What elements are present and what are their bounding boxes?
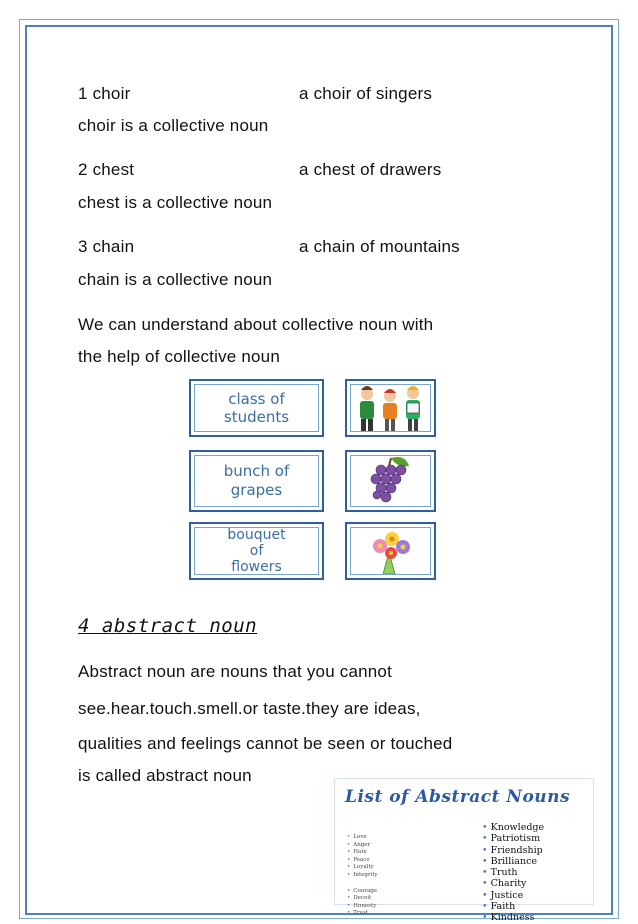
grapes-illustration bbox=[347, 452, 434, 510]
list-item: • Charity bbox=[482, 878, 527, 890]
paragraph-line-3: qualities and feelings cannot be seen or touched bbox=[78, 734, 453, 753]
card-bouquet-of-flowers bbox=[189, 522, 324, 580]
list-item: • Honesty bbox=[347, 902, 377, 909]
card-text-line: bouquet bbox=[227, 527, 286, 543]
card-class-of-students bbox=[189, 379, 324, 437]
intro-line-1: We can understand about collective noun with bbox=[78, 315, 434, 334]
list-item: • Love bbox=[347, 834, 367, 840]
example-1-phrase: a choir of singers bbox=[299, 84, 433, 103]
example-1-word: 1 choir bbox=[78, 84, 131, 103]
abstract-list-right bbox=[482, 822, 544, 924]
list-item: • Trust bbox=[347, 910, 369, 917]
list-item: • Kindness bbox=[482, 912, 535, 924]
example-2-note: chest is a collective noun bbox=[78, 193, 273, 212]
intro-line-2: the help of collective noun bbox=[78, 347, 280, 366]
card-text-line: of bbox=[249, 543, 264, 559]
example-2-word: 2 chest bbox=[78, 160, 135, 179]
list-item: • Justice bbox=[482, 889, 524, 901]
students-illustration bbox=[347, 381, 434, 435]
card-text-line: bunch of bbox=[223, 462, 290, 480]
list-item: • Anger bbox=[347, 841, 371, 848]
example-3-phrase: a chain of mountains bbox=[299, 237, 460, 256]
card-bunch-of-grapes bbox=[189, 450, 324, 512]
card-text-line: class of bbox=[228, 390, 285, 408]
list-item: • Deceit bbox=[347, 895, 372, 902]
list-item: • Patriotism bbox=[482, 833, 541, 845]
list-item: • Truth bbox=[482, 867, 518, 879]
list-item: • Loyalty bbox=[347, 864, 374, 871]
list-item: • Courage bbox=[347, 887, 377, 894]
students-picture-card bbox=[345, 379, 436, 437]
flowers-illustration bbox=[347, 524, 434, 578]
card-text-line: flowers bbox=[231, 559, 282, 575]
list-item: • Brilliance bbox=[482, 855, 538, 867]
example-1-note: choir is a collective noun bbox=[78, 116, 269, 135]
paragraph-line-4: is called abstract noun bbox=[78, 766, 252, 785]
example-2-phrase: a chest of drawers bbox=[299, 160, 442, 179]
example-3-note: chain is a collective noun bbox=[78, 270, 273, 289]
example-3-word: 3 chain bbox=[78, 237, 135, 256]
card-text-line: grapes bbox=[230, 481, 283, 499]
list-item: • Knowledge bbox=[482, 822, 545, 833]
section-heading: 4 abstract noun bbox=[78, 615, 258, 637]
paragraph-line-1: Abstract noun are nouns that you cannot bbox=[78, 662, 393, 681]
list-item: • Hate bbox=[347, 849, 367, 856]
grapes-picture-card bbox=[345, 450, 436, 512]
list-item: • Integrity bbox=[347, 871, 378, 878]
abstract-image-title: List of Abstract Nouns bbox=[345, 787, 571, 807]
abstract-list-left bbox=[347, 834, 378, 918]
paragraph-line-2: see.hear.touch.smell.or taste.they are ideas, bbox=[78, 699, 421, 718]
card-text-line: students bbox=[223, 408, 290, 426]
abstract-nouns-image bbox=[334, 778, 594, 924]
flowers-picture-card bbox=[345, 522, 436, 580]
list-item: • Faith bbox=[482, 901, 516, 913]
list-item: • Peace bbox=[347, 856, 370, 863]
list-item: • Friendship bbox=[482, 844, 543, 856]
